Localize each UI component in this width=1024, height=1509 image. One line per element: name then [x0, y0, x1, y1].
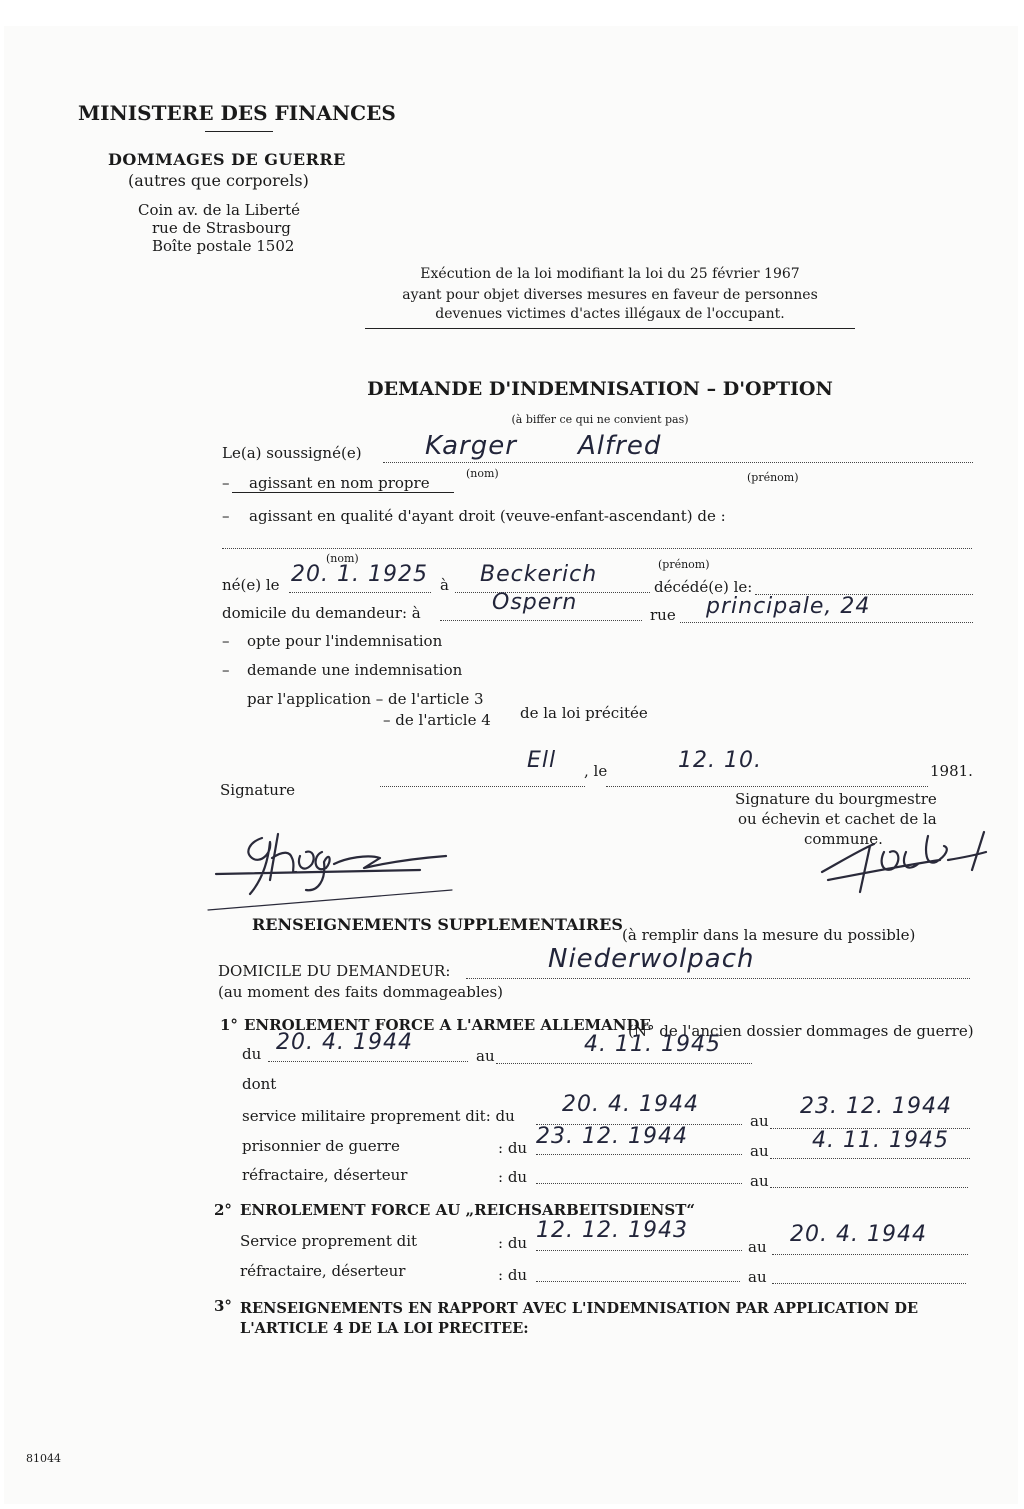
service-to: 23. 12. 1944	[800, 1094, 952, 1119]
refractaire-au-label: au	[750, 1172, 769, 1190]
supplementaires-note: (à remplir dans la mesure du possible)	[622, 926, 916, 944]
soussigne-label: Le(a) soussigné(e)	[222, 444, 362, 462]
s2-du-label: : du	[498, 1234, 528, 1252]
address-line-1: Coin av. de la Liberté	[138, 201, 300, 219]
signature-label: Signature	[220, 781, 296, 799]
form-title: DEMANDE D'INDEMNISATION – D'OPTION	[367, 378, 833, 400]
service-label: service militaire proprement dit: du	[242, 1107, 515, 1125]
domicile-label: domicile du demandeur: à	[222, 604, 421, 622]
address-line-2: rue de Strasbourg	[152, 219, 291, 237]
domicile-street: principale, 24	[706, 594, 871, 619]
soussigne-nom: Karger	[425, 431, 517, 461]
option-ayant-droit: agissant en qualité d'ayant droit (veuve-enfant-ascendant) de :	[249, 507, 726, 525]
s1-du-label: du	[242, 1045, 262, 1063]
birth-date: 20. 1. 1925	[291, 562, 428, 587]
article4-label: – de l'article 4	[383, 711, 491, 729]
section-1-note: (N° de l'ancien dossier dommages de guerre)	[628, 1022, 974, 1040]
domicile-city: Ospern	[492, 590, 578, 615]
prisonnier-from: 23. 12. 1944	[536, 1124, 688, 1149]
decede-label: décédé(e) le:	[654, 578, 753, 596]
bourgmestre-line-3: commune.	[804, 830, 883, 848]
law-line-1: Exécution de la loi modifiant la loi du 25 février 1967	[420, 266, 800, 282]
prenom-label: (prénom)	[747, 471, 799, 484]
prisonnier-label: prisonnier de guerre	[242, 1137, 400, 1155]
s2-from: 12. 12. 1943	[536, 1218, 688, 1243]
applicant-signature	[216, 834, 446, 894]
a-label: à	[440, 576, 449, 594]
lieu-value: Ell	[527, 748, 557, 773]
section-3-num: 3°	[214, 1297, 232, 1315]
option-nom-propre: agissant en nom propre	[249, 474, 430, 492]
domicile-faits-value: Niederwolpach	[548, 944, 755, 974]
opte-label: opte pour l'indemnisation	[247, 632, 443, 650]
s2-refractaire-label: réfractaire, déserteur	[240, 1262, 406, 1280]
service-au-label: au	[750, 1112, 769, 1130]
address-line-3: Boîte postale 1502	[152, 237, 295, 255]
s1-to: 4. 11. 1945	[584, 1032, 721, 1057]
footer-code: 81044	[26, 1452, 61, 1465]
prenom-label-2: (prénom)	[658, 558, 710, 571]
rue-label: rue	[650, 606, 676, 624]
section-3-title-1: RENSEIGNEMENTS EN RAPPORT AVEC L'INDEMNISATION PAR APPLICATION DE	[240, 1300, 919, 1317]
dont-label: dont	[242, 1075, 277, 1093]
mayor-signature	[822, 832, 986, 892]
service-from: 20. 4. 1944	[562, 1092, 699, 1117]
application-label: par l'application – de l'article 3	[247, 690, 484, 708]
s1-from: 20. 4. 1944	[276, 1030, 413, 1055]
refractaire-label: réfractaire, déserteur	[242, 1166, 408, 1184]
section-2-title: ENROLEMENT FORCE AU „REICHSARBEITSDIENST“	[240, 1201, 696, 1219]
section-1-title: ENROLEMENT FORCE A L'ARMEE ALLEMANDE	[244, 1016, 651, 1034]
prisonnier-du-label: : du	[498, 1139, 528, 1157]
supplementaires-title: RENSEIGNEMENTS SUPPLEMENTAIRES	[252, 915, 623, 934]
domicile-faits-label: DOMICILE DU DEMANDEUR:	[218, 962, 451, 980]
section-1-num: 1°	[220, 1016, 238, 1034]
nom-label-2: (nom)	[326, 552, 359, 565]
s2-au-label: au	[748, 1238, 767, 1256]
department-title: DOMMAGES DE GUERRE	[108, 150, 346, 169]
law-line-2: ayant pour objet diverses mesures en faveur de personnes	[402, 287, 818, 303]
form-subtitle: (à biffer ce qui ne convient pas)	[511, 413, 689, 426]
refractaire-du-label: : du	[498, 1168, 528, 1186]
department-subtitle: (autres que corporels)	[128, 171, 309, 190]
loi-label: de la loi précitée	[520, 704, 648, 722]
year-value: 1981.	[930, 762, 973, 780]
law-line-3: devenues victimes d'actes illégaux de l'occupant.	[435, 306, 785, 322]
soussigne-prenom: Alfred	[578, 431, 662, 461]
domicile-faits-note: (au moment des faits dommageables)	[218, 983, 504, 1001]
bourgmestre-line-2: ou échevin et cachet de la	[738, 810, 937, 828]
nom-label: (nom)	[466, 467, 499, 480]
birth-place: Beckerich	[480, 562, 598, 587]
demande-label: demande une indemnisation	[247, 661, 463, 679]
section-3-title-2: L'ARTICLE 4 DE LA LOI PRECITEE:	[240, 1320, 529, 1337]
prisonnier-au-label: au	[750, 1142, 769, 1160]
le-label: , le	[584, 762, 608, 780]
prisonnier-to: 4. 11. 1945	[812, 1128, 949, 1153]
s2-refractaire-du-label: : du	[498, 1266, 528, 1284]
bourgmestre-line-1: Signature du bourgmestre	[735, 790, 937, 808]
ne-label: né(e) le	[222, 576, 280, 594]
s2-service-label: Service proprement dit	[240, 1232, 418, 1250]
s2-refractaire-au-label: au	[748, 1268, 767, 1286]
s2-to: 20. 4. 1944	[790, 1222, 927, 1247]
s1-au-label: au	[476, 1047, 495, 1065]
ministry-title: MINISTERE DES FINANCES	[78, 101, 396, 125]
section-2-num: 2°	[214, 1201, 232, 1219]
date-value: 12. 10.	[678, 748, 762, 773]
